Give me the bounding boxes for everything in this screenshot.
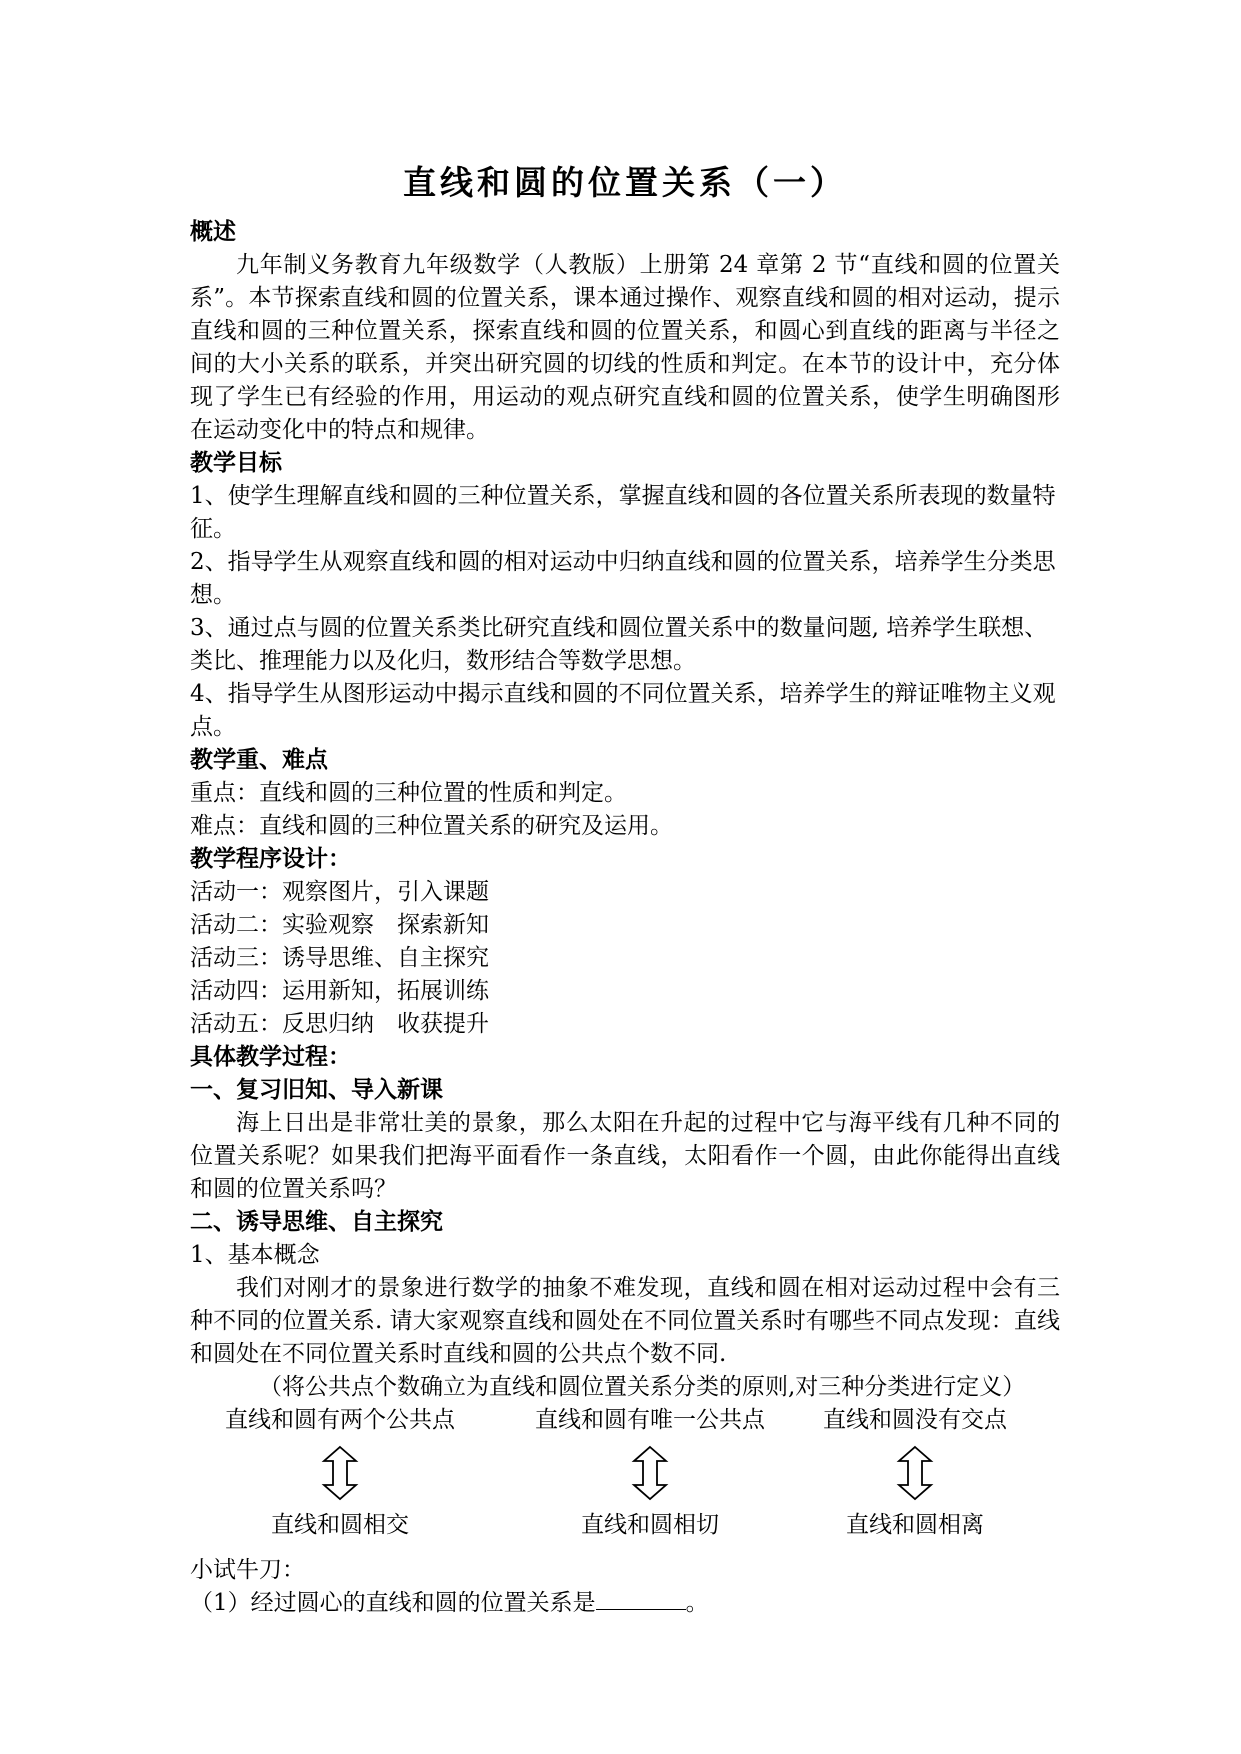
design-heading: 教学程序设计： [190, 846, 351, 872]
process-heading: 具体教学过程： [190, 1044, 351, 1070]
document-title: 直线和圆的位置关系（一） [403, 163, 847, 202]
activity-item: 活动四：运用新知，拓展训练 [190, 978, 489, 1004]
activity-item: 活动三：诱导思维、自主探究 [190, 945, 489, 971]
goal-item: 3、通过点与圆的位置关系类比研究直线和圆位置关系中的数量问题, 培养学生联想、类比、推理能力以及化归，数形结合等数学思想。 [190, 615, 1048, 674]
double-arrow-icon [895, 1445, 935, 1501]
key-point: 重点：直线和圆的三种位置的性质和判定。 [190, 780, 627, 806]
document-page [190, 150, 1060, 1620]
relation-intersect [190, 1404, 490, 1542]
double-arrow-icon [320, 1445, 360, 1501]
relations-diagram [190, 1404, 1060, 1554]
practice-heading: 小试牛刀： [190, 1557, 305, 1583]
overview-heading: 概述 [190, 219, 236, 245]
classification-note: （将公共点个数确立为直线和圆位置关系分类的原则,对三种分类进行定义） [259, 1374, 1026, 1400]
activity-item: 活动一：观察图片，引入课题 [190, 879, 489, 905]
relation-name: 直线和圆相离 [846, 1512, 984, 1538]
relation-name: 直线和圆相交 [271, 1512, 409, 1538]
relation-name: 直线和圆相切 [581, 1512, 719, 1538]
relation-condition: 直线和圆有两个公共点 [225, 1407, 455, 1433]
relation-separate [770, 1404, 1060, 1542]
question-1-suffix: 。 [685, 1590, 709, 1616]
goals-heading: 教学目标 [190, 450, 282, 476]
question-1-text: （1）经过圆心的直线和圆的位置关系是 [190, 1590, 596, 1616]
goal-item: 1、使学生理解直线和圆的三种位置关系，掌握直线和圆的各位置关系所表现的数量特征。 [190, 483, 1056, 542]
activity-item: 活动二：实验观察 探索新知 [190, 912, 489, 938]
section2-text: 我们对刚才的景象进行数学的抽象不难发现，直线和圆在相对运动过程中会有三种不同的位置关系. 请大家观察直线和圆处在不同位置关系时有哪些不同点发现：直线和圆处在不同位置关系时直线和圆的公共点个数不同. [190, 1275, 1060, 1367]
difficult-point: 难点：直线和圆的三种位置关系的研究及运用。 [190, 813, 673, 839]
section2-heading: 二、诱导思维、自主探究 [190, 1209, 443, 1235]
double-arrow-icon [630, 1445, 670, 1501]
section1-heading: 一、复习旧知、导入新课 [190, 1077, 443, 1103]
relation-condition: 直线和圆没有交点 [823, 1407, 1007, 1433]
answer-blank[interactable] [596, 1587, 686, 1610]
overview-text: 九年制义务教育九年级数学（人教版）上册第 24 章第 2 节“直线和圆的位置关系”。本节探索直线和圆的位置关系，课本通过操作、观察直线和圆的相对运动，提示直线和圆的三种位置关系，探索直线和圆的位置关系，和圆心到直线的距离与半径之间的大小关系的联系，并突出研究圆的切线的性质和判定。在本节的设计中，充分体现了学生已有经验的作用，用运动的观点研究直线和圆的位置关系，使学生明确图形在运动变化中的特点和规律。 [190, 252, 1060, 443]
keypoints-heading: 教学重、难点 [190, 747, 328, 773]
relation-tangent [500, 1404, 800, 1542]
section1-text: 海上日出是非常壮美的景象，那么太阳在升起的过程中它与海平线有几种不同的位置关系呢？如果我们把海平面看作一条直线，太阳看作一个圆，由此你能得出直线和圆的位置关系吗？ [190, 1110, 1060, 1202]
activity-item: 活动五：反思归纳 收获提升 [190, 1011, 489, 1037]
question-1 [190, 1587, 1060, 1620]
goal-item: 4、指导学生从图形运动中揭示直线和圆的不同位置关系，培养学生的辩证唯物主义观点。 [190, 681, 1056, 740]
goal-item: 2、指导学生从观察直线和圆的相对运动中归纳直线和圆的位置关系，培养学生分类思想。 [190, 549, 1056, 608]
basic-concept-heading: 1、基本概念 [190, 1242, 320, 1268]
relation-condition: 直线和圆有唯一公共点 [535, 1407, 765, 1433]
